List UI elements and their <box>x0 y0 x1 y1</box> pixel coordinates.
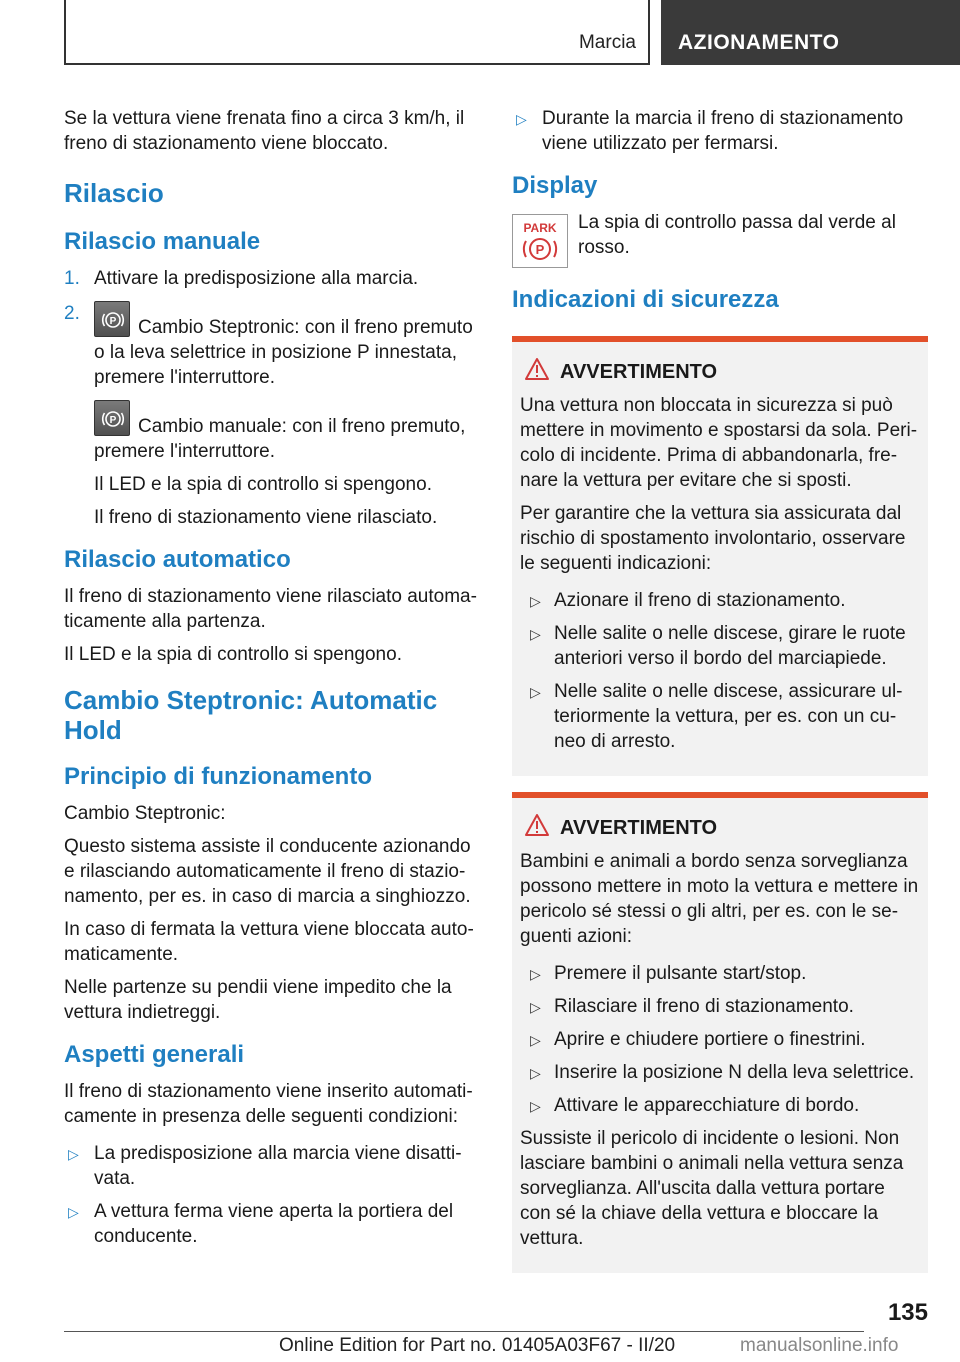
step-2-text: Cambio Steptronic: con il freno premuto o la leva selettrice in posizione P innestata, premere l'interruttore. <box>94 317 473 388</box>
bullet-triangle-icon: ▷ <box>530 593 541 609</box>
step-2 <box>64 301 482 390</box>
aspetti-bullet-1-text: La predisposizione alla marcia viene disattivata. <box>94 1143 462 1189</box>
left-column <box>64 106 482 1257</box>
heading-principio: Principio di funzionamento <box>64 763 372 790</box>
display-text: La spia di controllo passa dal verde al rosso. <box>578 212 896 258</box>
bullet-triangle-icon: ▷ <box>530 1032 541 1048</box>
warning-1-bullet-2-text: Nelle salite o nelle discese, girare le ruote anteriori verso il bordo del marciapiede. <box>554 623 906 669</box>
step-1-text: Attivare la predisposizione alla marcia. <box>94 268 419 289</box>
warning-1-bullet-1-text: Azionare il freno di stazionamento. <box>554 590 846 611</box>
heading-rilascio-manuale: Rilascio manuale <box>64 228 261 255</box>
bullet-triangle-icon: ▷ <box>530 684 541 700</box>
warning-2-bullet-5-text: Attivare le apparecchiature di bordo. <box>554 1095 860 1116</box>
warning-2-bullet-2-text: Rilasciare il freno di stazionamento. <box>554 996 854 1017</box>
warning-2-bullet-1 <box>520 961 920 986</box>
park-indicator-icon <box>512 214 568 268</box>
warning-2-bullet-3-text: Aprire e chiudere portiere o finestrini. <box>554 1029 866 1050</box>
bullet-triangle-icon: ▷ <box>530 1065 541 1081</box>
parking-brake-icon <box>94 301 130 337</box>
warning-1-bullet-3 <box>520 679 920 754</box>
heading-sicurezza: Indicazioni di sicurezza <box>512 286 779 313</box>
heading-display: Display <box>512 172 598 199</box>
bullet-triangle-icon: ▷ <box>516 111 527 127</box>
auto-paragraph-2: Il LED e la spia di controllo si spengono. <box>64 644 402 665</box>
step-2-led: Il LED e la spia di controllo si spengono. <box>94 474 432 495</box>
warning-1-title <box>520 360 920 385</box>
warning-2-title <box>520 816 920 841</box>
heading-rilascio-automatico: Rilascio automatico <box>64 546 291 573</box>
page-number: 135 <box>887 1299 928 1326</box>
bullet-triangle-icon: ▷ <box>530 966 541 982</box>
svg-text:P: P <box>109 415 117 426</box>
warning-1-bullet-1 <box>520 588 920 613</box>
heading-automatic-hold: Cambio Steptronic: Automatic Hold <box>64 685 438 745</box>
park-icon-label: PARK <box>523 221 557 235</box>
warning-2-bullet-5 <box>520 1093 920 1118</box>
warning-2-bullet-2 <box>520 994 920 1019</box>
chapter-title: AZIONAMENTO <box>678 31 840 54</box>
durante-bullet-text: Durante la marcia il freno di stazionamento viene utilizzato per fermarsi. <box>542 108 904 154</box>
display-row <box>512 210 928 270</box>
watermark: manualsonline.info <box>740 1335 899 1356</box>
aspetti-bullet-2-text: A vettura ferma viene aperta la portiera del conducente. <box>94 1201 454 1247</box>
warning-2-bullet-1-text: Premere il pulsante start/stop. <box>554 963 807 984</box>
step-2-number: 2. <box>64 303 80 324</box>
bullet-triangle-icon: ▷ <box>530 1098 541 1114</box>
principio-paragraph-1: Cambio Steptronic: <box>64 803 226 824</box>
warning-1-bullet-3-text: Nelle salite o nelle discese, assicurare ulteriormente la vettura, per es. con un cuneo di arresto. <box>554 681 903 752</box>
auto-paragraph-1: Il freno di stazionamento viene rilasciato automaticamente alla partenza. <box>64 586 477 632</box>
section-title: Marcia <box>578 32 636 53</box>
warning-1-title-text: AVVERTIMENTO <box>560 361 718 383</box>
footer-divider <box>64 1331 864 1332</box>
warning-2-paragraph-2: Sussiste il pericolo di incidente o lesioni. Non lasciare bambini o animali nella vettura senza sorveglianza. All'uscita dalla vettura portare con sé la chiave della vettura e bloccare la vettura. <box>520 1128 904 1249</box>
step-1 <box>64 266 482 291</box>
warning-2-bullet-4-text: Inserire la posizione N della leva selettrice. <box>554 1062 915 1083</box>
parking-brake-icon-2 <box>94 400 130 436</box>
svg-text:P: P <box>109 316 117 327</box>
warning-1-paragraph-2: Per garantire che la vettura sia assicurata dal rischio di spostamento involontario, osservare le seguenti indicazioni: <box>520 503 906 574</box>
aspetti-bullet-2 <box>64 1199 482 1249</box>
principio-paragraph-2: Questo sistema assiste il conducente azionando e rilasciando automaticamente il freno di stazionamento, per es. in caso di marcia a singhiozzo. <box>64 836 471 907</box>
heading-aspetti: Aspetti generali <box>64 1041 245 1068</box>
bullet-triangle-icon: ▷ <box>530 999 541 1015</box>
heading-rilascio: Rilascio <box>64 178 164 208</box>
header-box <box>64 0 650 65</box>
step-1-number: 1. <box>64 268 80 289</box>
step-2-manual <box>64 400 482 464</box>
bullet-triangle-icon: ▷ <box>530 626 541 642</box>
warning-triangle-icon <box>524 357 550 388</box>
bullet-triangle-icon: ▷ <box>68 1204 79 1220</box>
warning-2-paragraph-1: Bambini e animali a bordo senza sorveglianza possono mettere in moto la vettura e mettere in pericolo sé stessi o gli altri, per es. con le seguenti azioni: <box>520 851 919 947</box>
edition-text: Online Edition for Part no. 01405A03F67 - II/20 <box>279 1335 676 1356</box>
intro-paragraph: Se la vettura viene frenata fino a circa 3 km/h, il freno di stazionamento viene bloccato. <box>64 108 465 154</box>
principio-paragraph-4: Nelle partenze su pendii viene impedito che la vettura indietreggi. <box>64 977 452 1023</box>
aspetti-paragraph: Il freno di stazionamento viene inserito automaticamente in presenza delle seguenti condizioni: <box>64 1081 473 1127</box>
warning-1-bullet-2 <box>520 621 920 671</box>
right-column <box>512 106 928 1289</box>
warning-2-bullet-3 <box>520 1027 920 1052</box>
step-2-released: Il freno di stazionamento viene rilasciato. <box>94 507 438 528</box>
step-2-manual-text: Cambio manuale: con il freno premuto, premere l'interruttore. <box>94 416 466 462</box>
warning-box-1 <box>512 336 928 776</box>
warning-2-bullet-4 <box>520 1060 920 1085</box>
aspetti-bullet-1 <box>64 1141 482 1191</box>
bullet-triangle-icon: ▷ <box>68 1146 79 1162</box>
warning-box-2 <box>512 792 928 1273</box>
svg-text:P: P <box>535 242 545 257</box>
durante-bullet <box>512 106 928 156</box>
chapter-tab <box>661 0 960 65</box>
warning-triangle-icon <box>524 813 550 844</box>
warning-1-paragraph-1: Una vettura non bloccata in sicurezza si può mettere in movimento e spostarsi da sola. Pericolo di incidente. Prima di abbandonarla, frenare la vettura per evitare che si sposti. <box>520 395 918 491</box>
warning-2-title-text: AVVERTIMENTO <box>560 817 718 839</box>
principio-paragraph-3: In caso di fermata la vettura viene bloccata automaticamente. <box>64 919 474 965</box>
